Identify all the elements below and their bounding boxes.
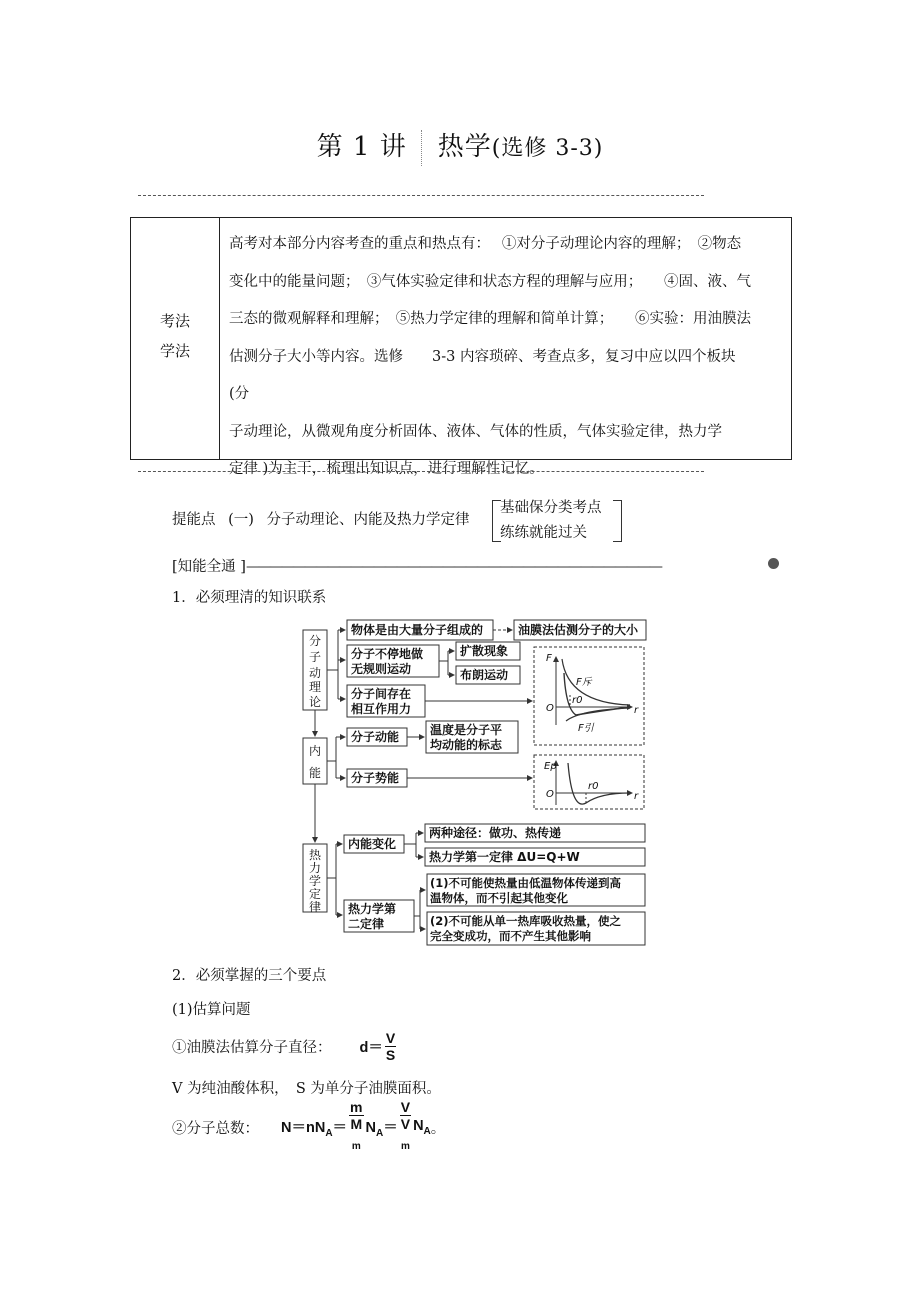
label-random-motion-1: 分子不停地做: [351, 647, 424, 661]
intro-box: [130, 217, 792, 477]
formula-sub: A: [325, 1127, 333, 1139]
section-number: (一): [228, 512, 254, 528]
main-label-2b: 能: [308, 766, 322, 780]
intro-label-1: 考法: [159, 312, 190, 330]
formula-diameter-lhs: d＝: [359, 1039, 383, 1056]
graph2-r0-label: r0: [588, 781, 599, 792]
fraction-numerator: V: [385, 1029, 396, 1046]
formula-count: [172, 1099, 446, 1152]
side-bracket-right: [613, 500, 622, 542]
title-separator: [421, 130, 424, 166]
formula-sub: A: [423, 1125, 431, 1137]
graph1-x-label: r: [634, 705, 639, 716]
topic-title: 热学: [437, 132, 492, 162]
label-diffusion: 扩散现象: [460, 644, 509, 658]
formula-end: 。: [430, 1120, 446, 1137]
divider-bottom: [138, 471, 704, 472]
formula-sub: m: [351, 1140, 361, 1152]
intro-label-cell: [131, 218, 220, 459]
formula-count-label: ②分子总数：: [172, 1120, 259, 1137]
fraction-numerator: V: [400, 1099, 411, 1116]
main-label-3c: 学: [308, 874, 322, 888]
side-note-2: 练练就能过关: [500, 525, 587, 541]
label-force-1: 分子间存在: [351, 687, 412, 701]
formula-diameter: [172, 1026, 398, 1066]
formula-fraction-v: [400, 1099, 411, 1155]
item-1-heading: 1．必须理清的知识联系: [172, 590, 327, 606]
knowledge-header-rule: ————————————————————————————————————: [245, 559, 660, 575]
graph2-origin-label: O: [546, 789, 554, 800]
intro-line: 变化中的能量问题； ③气体实验定律和状态方程的理解与应用； ④固、液、气: [229, 273, 751, 290]
graph1-repulsion-label: F斥: [576, 677, 592, 688]
graph1-r0-label: r0: [572, 695, 583, 706]
divider-top: [138, 195, 704, 196]
label-oil-film: 油膜法估测分子的大小: [518, 623, 639, 637]
formula-term-c: N: [413, 1117, 424, 1134]
formula-diameter-fraction: [385, 1030, 396, 1063]
section-heading: [172, 508, 470, 529]
section-title: 分子动理论、内能及热力学定律: [266, 512, 470, 528]
intro-line: 定律 )为主干，梳理出知识点，进行理解性记忆。: [229, 461, 544, 477]
intro-line: 子动理论，从微观角度分析固体、液体、气体的性质，气体实验定律，热力学: [229, 423, 722, 440]
main-label-3a: 热: [308, 848, 322, 862]
main-label-1a: 分: [308, 634, 322, 648]
intro-body: [229, 226, 784, 489]
fraction-denominator: M: [350, 1116, 363, 1133]
label-temperature-2: 均动能的标志: [430, 738, 503, 752]
main-label-3b: 力: [308, 861, 322, 875]
formula-term-b: N: [365, 1119, 376, 1136]
item-2-heading: 2．必须掌握的三个要点: [172, 968, 327, 984]
formula-sub: A: [375, 1127, 384, 1139]
label-kelvin-2: 完全变成功，而不产生其他影响: [430, 929, 591, 943]
formula-equals: ＝: [383, 1119, 398, 1136]
main-label-3d: 定: [308, 887, 322, 901]
topic-subtitle: (选修 3-3): [491, 136, 604, 161]
label-kinetic-energy: 分子动能: [351, 730, 400, 744]
graph1-attraction-label: F引: [578, 723, 594, 734]
label-clausius-2: 温物体，而不引起其他变化: [430, 891, 568, 905]
subheading-estimation: (1)估算问题: [172, 1002, 251, 1018]
formula-diameter-note: V 为纯油酸体积， S 为单分子油膜面积。: [172, 1081, 441, 1097]
side-note-1: 基础保分类考点: [500, 500, 602, 516]
graph2-x-label: r: [634, 791, 639, 802]
formula-fraction-m: [349, 1099, 363, 1155]
knowledge-header: [172, 555, 660, 576]
label-random-motion-2: 无规则运动: [351, 662, 412, 676]
label-first-law: 热力学第一定律 ΔU=Q+W: [429, 850, 580, 864]
fraction-denominator: V: [400, 1116, 411, 1133]
formula-sub: m: [400, 1140, 410, 1152]
knowledge-diagram: [300, 615, 650, 950]
label-temperature-1: 温度是分子平: [430, 723, 503, 737]
intro-line: 高考对本部分内容考查的重点和热点有： ①对分子动理论内容的理解； ②物态: [229, 236, 742, 252]
formula-term-a: N＝nN: [281, 1119, 326, 1136]
label-second-law-1: 热力学第: [348, 902, 397, 916]
formula-diameter-label: ①油膜法估算分子直径：: [172, 1039, 332, 1056]
label-two-ways: 两种途径：做功、热传递: [429, 826, 562, 840]
intro-line: 三态的微观解释和理解； ⑤热力学定律的理解和简单计算； ⑥实验：用油膜法: [229, 311, 751, 327]
lecture-number: 第 1 讲: [316, 132, 407, 162]
bullet-dot: [768, 558, 779, 569]
label-kelvin-1: (2)不可能从单一热库吸收热量，使之: [430, 914, 622, 928]
main-label-3e: 律: [308, 900, 322, 914]
label-potential-energy: 分子势能: [351, 771, 400, 785]
section-prefix: 提能点: [172, 512, 216, 528]
label-force-2: 相互作用力: [351, 702, 412, 716]
formula-equals: ＝: [332, 1119, 348, 1136]
label-internal-change: 内能变化: [348, 837, 397, 851]
intro-label-2: 学法: [159, 342, 190, 360]
label-second-law-2: 二定律: [348, 917, 385, 931]
main-label-1b: 子: [308, 650, 322, 664]
main-label-1d: 理: [308, 680, 322, 694]
graph2-y-label: Ep: [544, 761, 557, 772]
label-molecules-composed: 物体是由大量分子组成的: [351, 623, 484, 637]
knowledge-header-label: [知能全通 ]: [172, 559, 246, 575]
main-label-2a: 内: [308, 744, 322, 758]
graph1-origin-label: O: [546, 703, 554, 714]
graph1-y-label: F: [546, 653, 552, 664]
page-title: [0, 126, 920, 166]
main-label-1e: 论: [308, 695, 322, 709]
label-brownian: 布朗运动: [460, 668, 509, 682]
fraction-numerator: m: [350, 1099, 363, 1116]
fraction-denominator: S: [385, 1046, 396, 1063]
intro-line: 估测分子大小等内容。选修 3-3 内容琐碎、考查点多，复习中应以四个板块 (分: [229, 348, 765, 402]
label-clausius-1: (1)不可能使热量由低温物体传递到高: [430, 876, 622, 890]
main-label-1c: 动: [308, 666, 322, 680]
